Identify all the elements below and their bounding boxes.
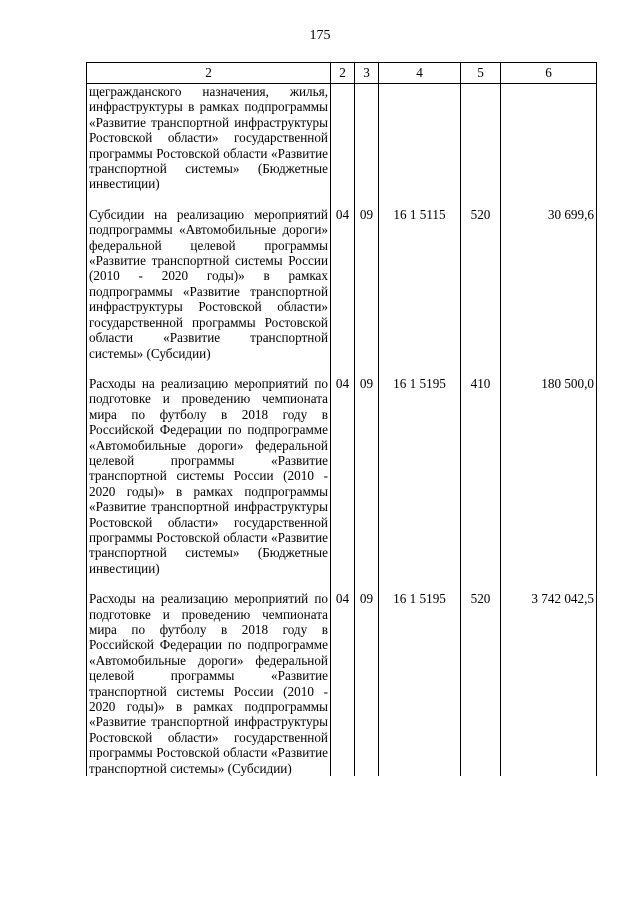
row-target-article: [379, 84, 461, 207]
row-subsection: 09: [355, 591, 379, 776]
row-target-article: 16 1 5195: [379, 591, 461, 776]
header-col-description: 2: [87, 63, 331, 84]
row-section: 04: [331, 207, 355, 376]
row-amount: 30 699,6: [501, 207, 597, 376]
row-description: Субсидии на реализацию мероприятий подпрограммы «Автомобильные дороги» федеральной целевой программы «Развитие транспортной системы России (2010 - 2020 годы)» в рамках подпрограммы «Развитие транспортной инфраструктуры Ростовской области» государственной программы Ростовской области «Развитие транспортной системы» (Субсидии): [87, 207, 331, 376]
table-row: [87, 376, 597, 591]
row-section: 04: [331, 591, 355, 776]
row-expense-type: [461, 84, 501, 207]
header-col-amount: 6: [501, 63, 597, 84]
row-section: 04: [331, 376, 355, 591]
header-col-expense-type: 5: [461, 63, 501, 84]
table-header-row: [87, 63, 597, 84]
row-target-article: 16 1 5195: [379, 376, 461, 591]
row-expense-type: 520: [461, 591, 501, 776]
row-amount: 3 742 042,5: [501, 591, 597, 776]
row-description: щегражданского назначения, жилья, инфраструктуры в рамках подпрограммы «Развитие транспортной инфраструктуры Ростовской области» государственной программы Ростовской области «Развитие транспортной системы» (Бюджетные инвестиции): [87, 84, 331, 207]
row-section: [331, 84, 355, 207]
row-amount: [501, 84, 597, 207]
table-row: [87, 84, 597, 207]
row-subsection: 09: [355, 207, 379, 376]
page-number: 175: [309, 28, 331, 43]
row-subsection: [355, 84, 379, 207]
budget-table: [86, 62, 597, 776]
row-description: Расходы на реализацию мероприятий по подготовке и проведению чемпионата мира по футболу в 2018 году в Российской Федерации по подпрограмме «Автомобильные дороги» федеральной целевой программы «Развитие транспортной системы России (2010 - 2020 годы)» в рамках подпрограммы «Развитие транспортной инфраструктуры Ростовской области» государственной программы Ростовской области «Развитие транспортной системы» (Субсидии): [87, 591, 331, 776]
row-target-article: 16 1 5115: [379, 207, 461, 376]
row-expense-type: 520: [461, 207, 501, 376]
row-expense-type: 410: [461, 376, 501, 591]
row-subsection: 09: [355, 376, 379, 591]
header-col-section: 2: [331, 63, 355, 84]
row-amount: 180 500,0: [501, 376, 597, 591]
row-description: Расходы на реализацию мероприятий по подготовке и проведению чемпионата мира по футболу в 2018 году в Российской Федерации по подпрограмме «Автомобильные дороги» федеральной целевой программы «Развитие транспортной системы России (2010 - 2020 годы)» в рамках подпрограммы «Развитие транспортной инфраструктуры Ростовской области» государственной программы Ростовской области «Развитие транспортной системы» (Бюджетные инвестиции): [87, 376, 331, 591]
table-row: [87, 207, 597, 376]
header-col-target-article: 4: [379, 63, 461, 84]
header-col-subsection: 3: [355, 63, 379, 84]
table-row: [87, 591, 597, 776]
